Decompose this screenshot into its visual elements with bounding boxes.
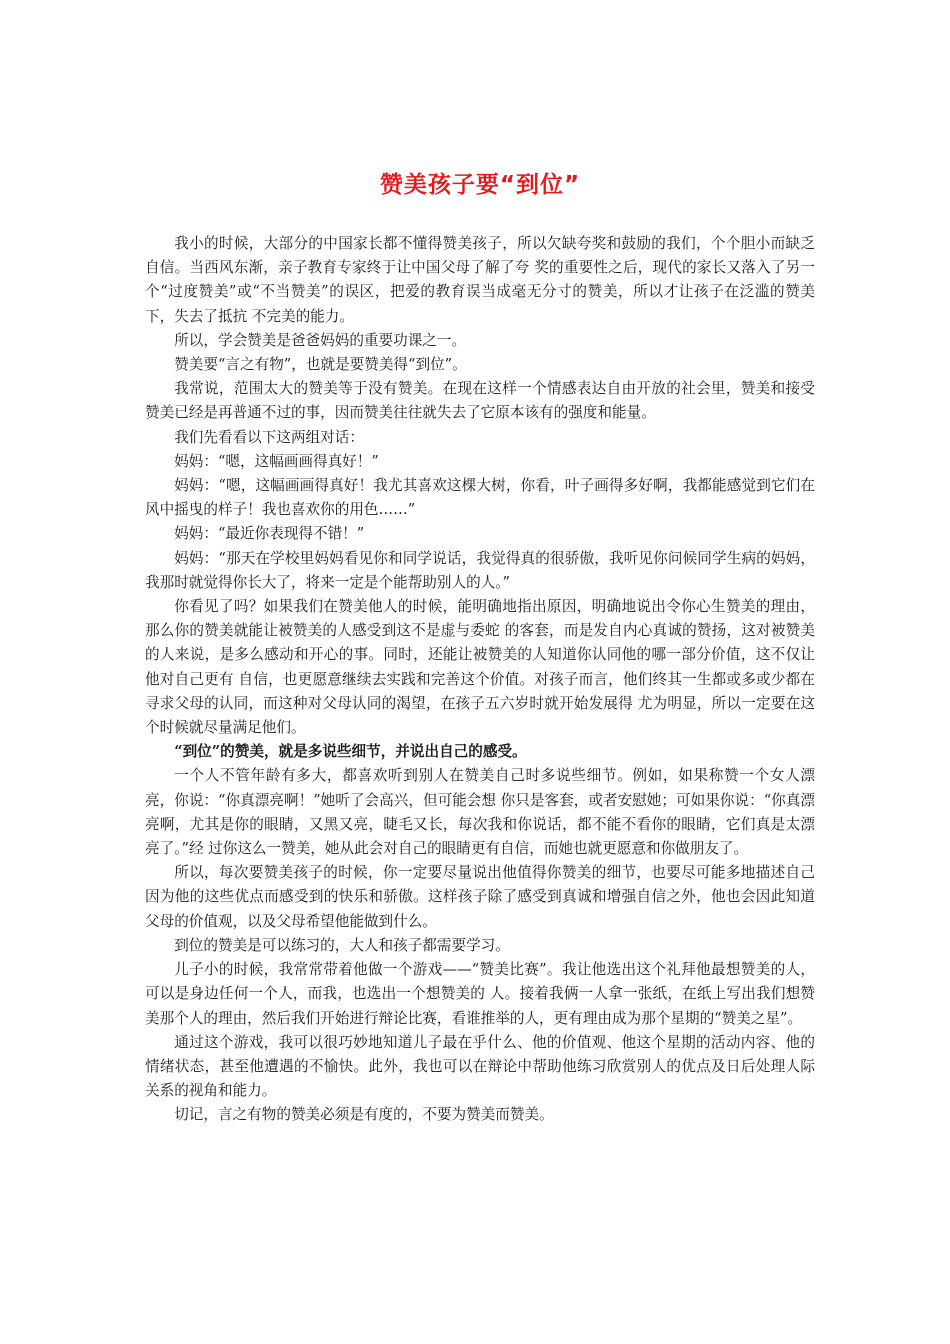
paragraph: 所以，学会赞美是爸爸妈妈的重要功课之一。	[174, 331, 467, 349]
dialogue-line: 妈妈：“最近你表现得不错！”	[174, 525, 365, 543]
dialogue-line: 妈妈：“那天在学校里妈妈看见你和同学说话，我觉得真的很骄傲，我听见你问候同学生病的妈妈，我那时就觉得你长大了，将来一定是个能帮助别人的人。”	[145, 549, 815, 591]
paragraph: 到位的赞美是可以练习的，大人和孩子都需要学习。	[174, 936, 510, 954]
dialogue-line: 妈妈：“嗯，这幅画画得真好！我尤其喜欢这棵大树，你看，叶子画得多好啊，我都能感觉到它们在风中摇曳的样子！我也喜欢你的用色……”	[145, 477, 815, 519]
paragraph: 我常说，范围太大的赞美等于没有赞美。在现在这样一个情感表达自由开放的社会里，赞美和接受赞美已经是再普通不过的事，因而赞美往往就失去了它原本该有的强度和能量。	[145, 380, 815, 422]
paragraph: 赞美要“言之有物”，也就是要赞美得“到位”。	[174, 356, 467, 374]
key-point-heading: “到位”的赞美，就是多说些细节，并说出自己的感受。	[174, 743, 527, 761]
paragraph: 所以，每次要赞美孩子的时候，你一定要尽量说出他值得你赞美的细节，也要尽可能多地描述自己因为他的这些优点而感受到的快乐和骄傲。这样孩子除了感受到真诚和增强自信之外，他也会因此知道父母的价值观，以及父母希望他能做到什么。	[145, 864, 815, 930]
paragraph: 你看见了吗？如果我们在赞美他人的时候，能明确地指出原因，明确地说出令你心生赞美的理由，那么你的赞美就能让被赞美的人感受到这不是虚与委蛇 的客套，而是发自内心真诚的赞扬，这对被赞美的人来说，是多么感动和开心的事。同时，还能让被赞美的人知道你认同他的哪一部分价值，这不仅让他对自己更有 自信，也更愿意继续去实践和完善这个价值。对孩子而言，他们终其一生都或多或少都在寻求父母的认同，而这种对父母认同的渴望，在孩子五六岁时就开始发展得 尤为明显，所以一定要在这个时候就尽量满足他们。	[145, 598, 815, 737]
paragraph: 儿子小的时候，我常常带着他做一个游戏——“赞美比赛”。我让他选出这个礼拜他最想赞美的人，可以是身边任何一个人，而我，也选出一个想赞美的 人。接着我俩一人拿一张纸，在纸上写出我们想赞美那个人的理由，然后我们开始进行辩论比赛，看谁推举的人，更有理由成为那个星期的“赞美之星”。	[145, 961, 815, 1027]
dialogue-line: 妈妈：“嗯，这幅画画得真好！”	[174, 452, 379, 470]
document-title: 赞美孩子要“到位”	[379, 172, 581, 198]
paragraph: 通过这个游戏，我可以很巧妙地知道儿子最在乎什么、他的价值观、他这个星期的活动内容、他的情绪状态，甚至他遭遇的不愉快。此外，我也可以在辩论中帮助他练习欣赏别人的优点及日后处理人际关系的视角和能力。	[145, 1033, 815, 1100]
paragraph: 我们先看看以下这两组对话：	[174, 428, 364, 446]
paragraph-intro: 我小的时候，大部分的中国家长都不懂得赞美孩子，所以欠缺夸奖和鼓励的我们，个个胆小而缺乏自信。当西风东渐，亲子教育专家终于让中国父母了解了夸 奖的重要性之后，现代的家长又落入了另一个“过度赞美”或“不当赞美”的误区，把爱的教育误当成毫无分寸的赞美，所以才让孩子在泛滥的赞美下，失去了抵抗 不完美的能力。	[145, 235, 815, 325]
document-page	[145, 168, 815, 1128]
paragraph: 一个人不管年龄有多大，都喜欢听到别人在赞美自己时多说些细节。例如，如果称赞一个女人漂亮，你说：“你真漂亮啊！”她听了会高兴，但可能会想 你只是客套，或者安慰她；可如果你说：“你真漂亮啊，尤其是你的眼睛，又黑又亮，睫毛又长，每次我和你说话，都不能不看你的眼睛，它们真是太漂亮了。”经 过你这么一赞美，她从此会对自己的眼睛更有自信，而她也就更愿意和你做朋友了。	[145, 767, 815, 858]
paragraph-conclusion: 切记，言之有物的赞美必须是有度的，不要为赞美而赞美。	[174, 1106, 554, 1124]
